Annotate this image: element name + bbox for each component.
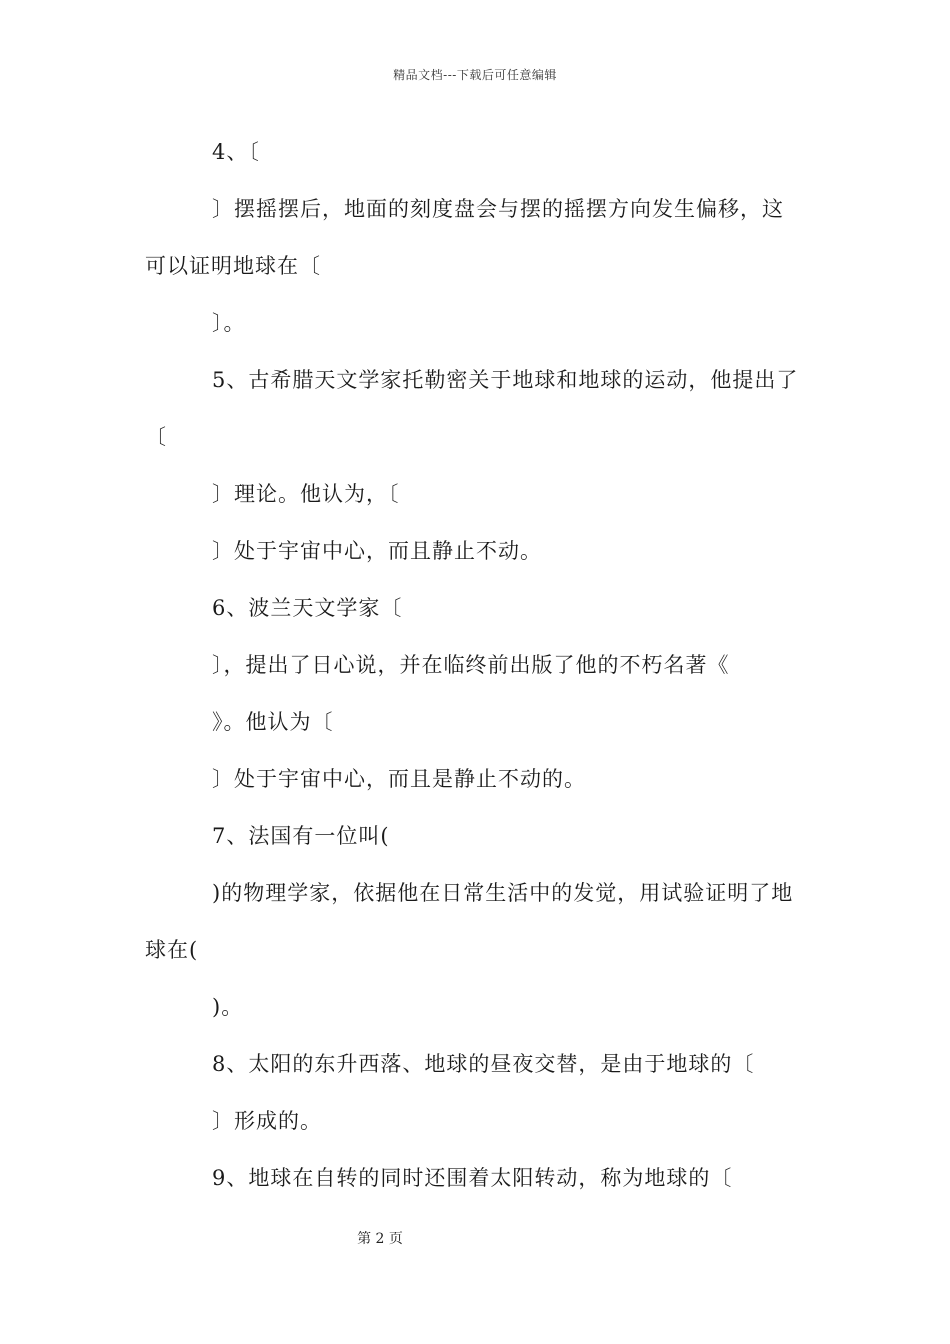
text-line: )的物理学家，依据他在日常生活中的发觉，用试验证明了地	[212, 881, 794, 905]
text-line: 》。他认为〔	[212, 710, 334, 734]
text-line: 〕，提出了日心说，并在临终前出版了他的不朽名著《	[212, 653, 730, 677]
text-line: 〕处于宇宙中心，而且是静止不动的。	[212, 767, 586, 791]
text-line: 〔	[145, 425, 167, 449]
text-line: 〕。	[212, 311, 246, 335]
text-line: 7、法国有一位叫(	[212, 824, 390, 848]
page-header: 精品文档---下载后可任意编辑	[393, 68, 557, 82]
text-line: 〕形成的。	[212, 1109, 322, 1133]
text-line: 4、〔	[212, 140, 260, 164]
text-line: 〕处于宇宙中心，而且静止不动。	[212, 539, 542, 563]
text-line: 6、波兰天文学家〔	[212, 596, 403, 620]
text-line: 球在(	[145, 938, 199, 962]
text-line: 9、地球在自转的同时还围着太阳转动，称为地球的〔	[212, 1166, 733, 1190]
text-line: 8、太阳的东升西落、地球的昼夜交替，是由于地球的〔	[212, 1052, 755, 1076]
text-line: 〕摆摇摆后，地面的刻度盘会与摆的摇摆方向发生偏移，这	[212, 197, 784, 221]
page-number: 第 2 页	[357, 1231, 403, 1247]
text-line: 可以证明地球在〔	[145, 254, 321, 278]
text-line: )。	[212, 995, 244, 1019]
text-line: 〕理论。他认为，〔	[212, 482, 400, 506]
text-line: 5、古希腊天文学家托勒密关于地球和地球的运动，他提出了	[212, 368, 799, 392]
